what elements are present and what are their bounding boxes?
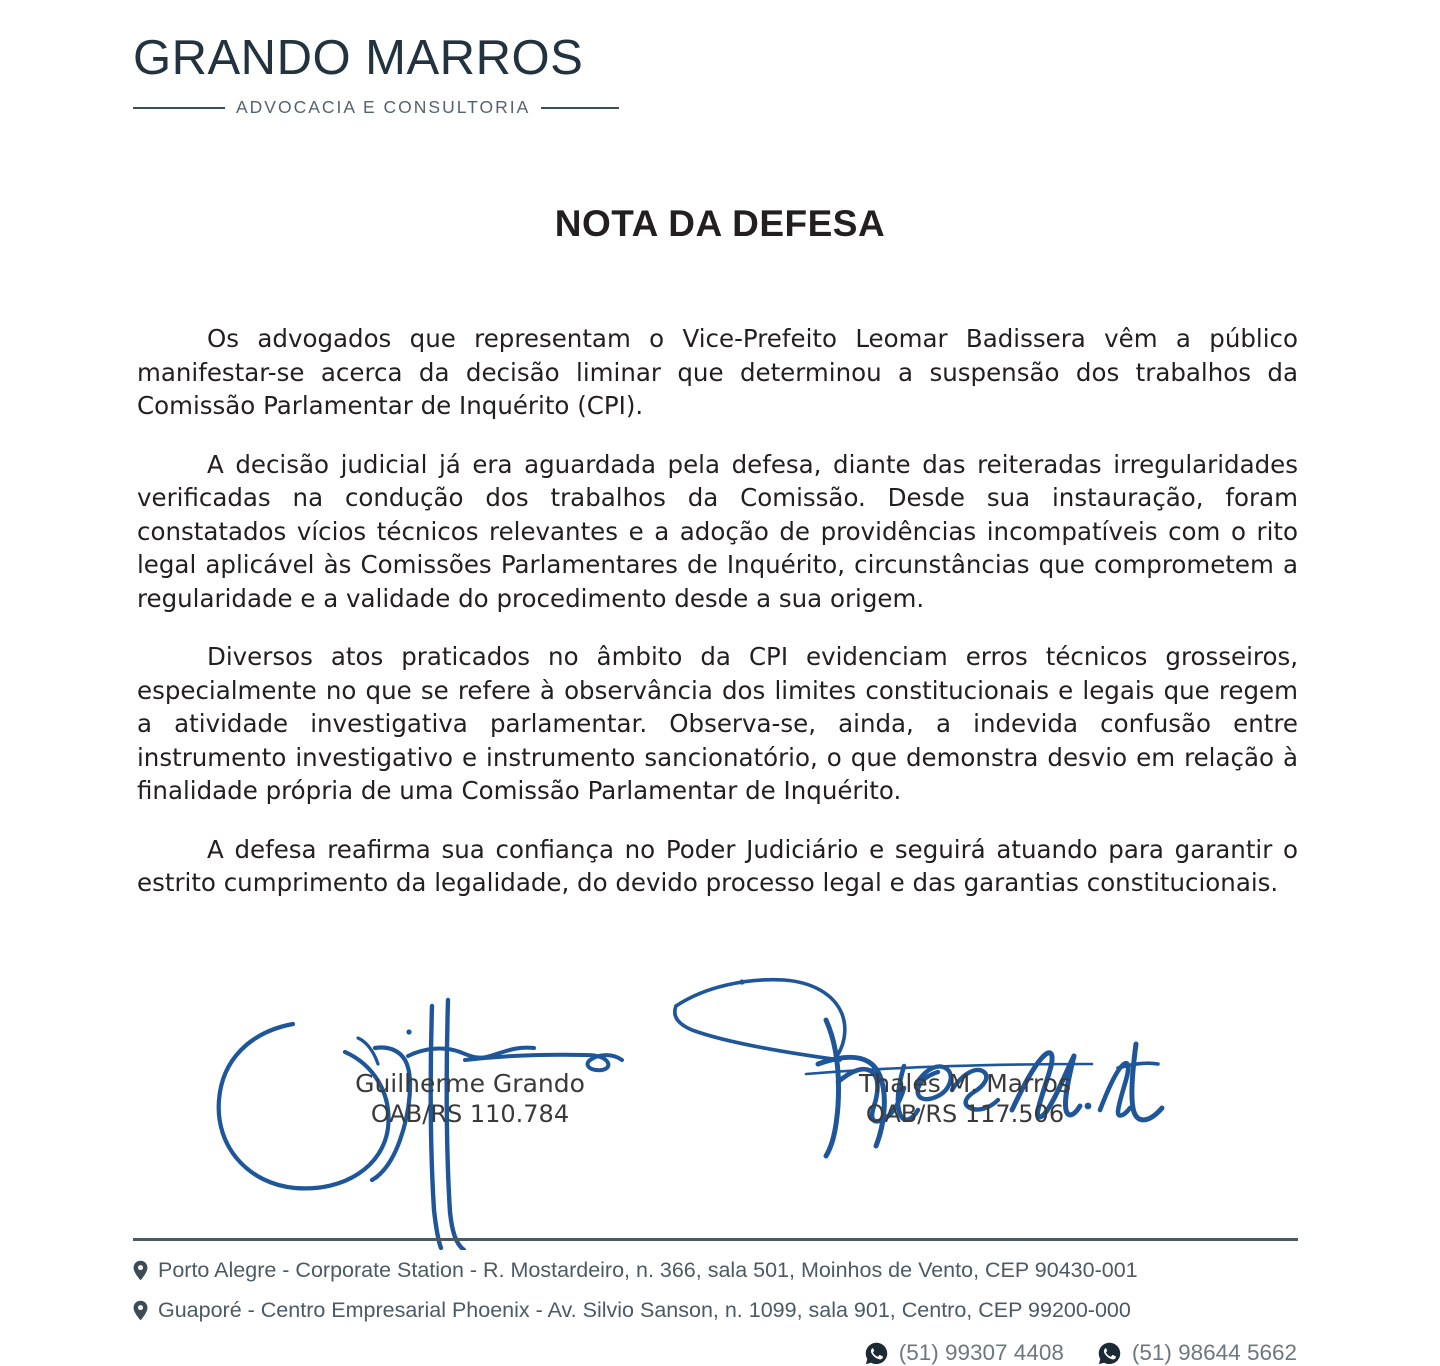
signature-label-thales xyxy=(795,1068,1135,1130)
address-text: Porto Alegre - Corporate Station - R. Mostardeiro, n. 366, sala 501, Moinhos de Vento, CEP 90430-001 xyxy=(158,1258,1138,1282)
signature-area xyxy=(0,960,1440,1250)
footer xyxy=(133,1250,1303,1365)
whatsapp-icon xyxy=(865,1342,888,1365)
phone-number: (51) 98644 5662 xyxy=(1131,1340,1297,1365)
brand-name: GRANDO MARROS xyxy=(133,31,584,85)
signature-ink-layer xyxy=(0,960,1440,1250)
tagline-rule-right xyxy=(541,107,619,109)
phone-item[interactable] xyxy=(865,1340,1064,1366)
whatsapp-icon xyxy=(1098,1342,1121,1365)
brand-tagline: ADVOCACIA E CONSULTORIA xyxy=(236,97,531,117)
footer-divider xyxy=(133,1238,1298,1241)
map-pin-icon xyxy=(133,1260,148,1281)
address-line xyxy=(133,1250,1303,1290)
signature-oab: OAB/RS 117.506 xyxy=(865,1100,1065,1128)
address-line xyxy=(133,1290,1303,1330)
letterhead xyxy=(133,31,633,118)
page-title: NOTA DA DEFESA xyxy=(554,203,886,244)
signature-name: Guilherme Grando xyxy=(355,1069,585,1098)
tagline-rule-left xyxy=(133,107,225,109)
paragraph: A defesa reafirma sua confiança no Poder Judiciário e seguirá atuando para garantir o estrito cumprimento da legalidade, do devido processo legal e das garantias constitucionais. xyxy=(137,834,1298,897)
document-body xyxy=(137,322,1298,900)
signature-name: Thales M. Marros xyxy=(859,1069,1071,1098)
signature-oab: OAB/RS 110.784 xyxy=(370,1100,570,1128)
address-text: Guaporé - Centro Empresarial Phoenix - Av. Silvio Sanson, n. 1099, sala 901, Centro, CEP 99200-000 xyxy=(158,1298,1131,1322)
signature-label-guilherme xyxy=(300,1068,640,1130)
paragraph: Diversos atos praticados no âmbito da CPI evidenciam erros técnicos grosseiros, especialmente no que se refere à observância dos limites constitucionais e legais que regem a atividade investigativa parlamentar. Observa-se, ainda, a indevida confusão entre instrumento investigativo e instrumento sancionatório, o que demonstra desvio em relação à finalidade própria de uma Comissão Parlamentar de Inquérito. xyxy=(137,642,1298,805)
brand-tagline-row xyxy=(133,97,625,118)
phone-item[interactable] xyxy=(1098,1340,1297,1366)
map-pin-icon xyxy=(133,1300,148,1321)
phone-list xyxy=(133,1340,1303,1366)
phone-number: (51) 99307 4408 xyxy=(898,1340,1064,1365)
paragraph: Os advogados que representam o Vice-Prefeito Leomar Badissera vêm a público manifestar-se acerca da decisão liminar que determinou a suspensão dos trabalhos da Comissão Parlamentar de Inquérito (CPI). xyxy=(137,324,1298,420)
paragraph: A decisão judicial já era aguardada pela defesa, diante das reiteradas irregularidades verificadas na condução dos trabalhos da Comissão. Desde sua instauração, foram constatados vícios técnicos relevantes e a adoção de providências incompatíveis com o rito legal aplicável às Comissões Parlamentares de Inquérito, circunstâncias que comprometem a regularidade e a validade do procedimento desde a sua origem. xyxy=(137,449,1298,613)
